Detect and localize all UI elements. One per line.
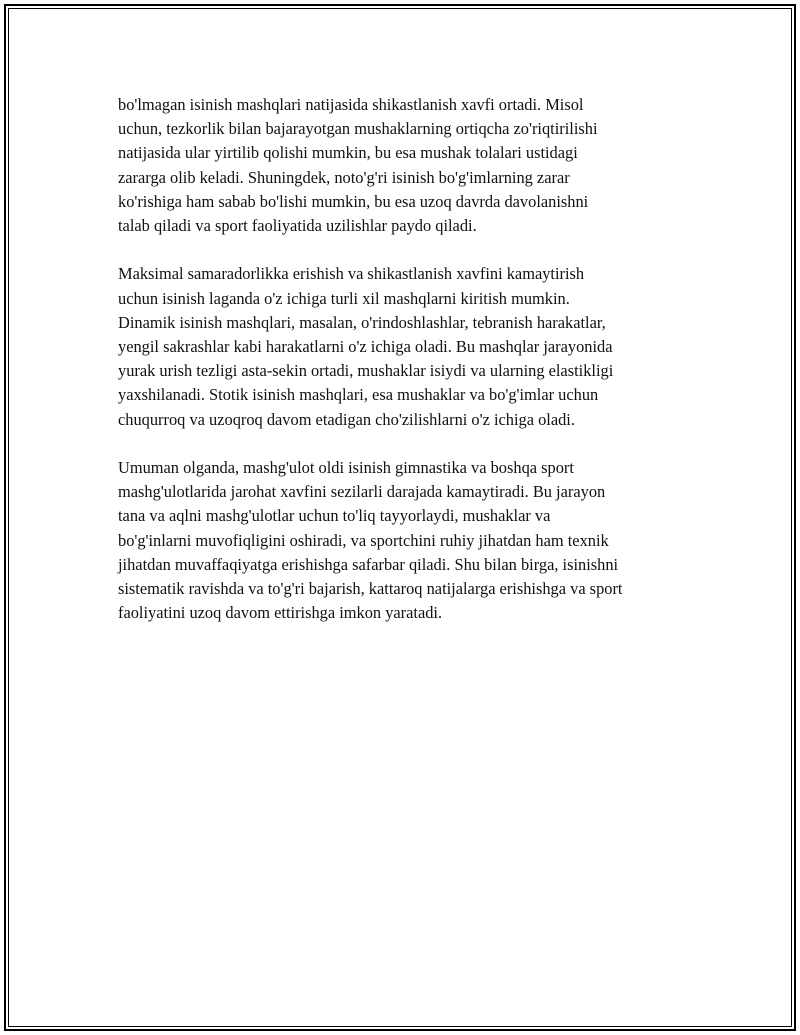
document-body (118, 93, 708, 650)
paragraph-1: bo'lmagan isinish mashqlari natijasida shikastlanish xavfi ortadi. Misol uchun, tezkorlik bilan bajarayotgan mushaklarning ortiqcha zo'riqtirilishi natijasida ular yirtilib qolishi mumkin, bu esa mushak tolalari ustidagi zararga olib keladi. Shuningdek, noto'g'ri isinish bo'g'imlarning zarar ko'rishiga ham sabab bo'lishi mumkin, bu esa uzoq davrda davolanishni talab qiladi va sport faoliyatida uzilishlar paydo qiladi. (118, 95, 598, 236)
document-page (4, 4, 796, 1031)
paragraph-2: Maksimal samaradorlikka erishish va shikastlanish xavfini kamaytirish uchun isinish laganda o'z ichiga turli xil mashqlarni kiritish mumkin. Dinamik isinish mashqlari, masalan, o'rindoshlashlar, tebranish harakatlar, yengil sakrashlar kabi harakatlarni o'z ichiga oladi. Bu mashqlar jarayonida yurak urish tezligi asta-sekin ortadi, mushaklar isiydi va ularning elastikligi yaxshilanadi. Stotik isinish mashqlari, esa mushaklar va bo'g'imlar uchun chuqurroq va uzoqroq davom etadigan cho'zilishlarni o'z ichiga oladi. (118, 264, 614, 429)
paragraph-3: Umuman olganda, mashg'ulot oldi isinish gimnastika va boshqa sport mashg'ulotlarida jarohat xavfini sezilarli darajada kamaytiradi. Bu jarayon tana va aqlni mashg'ulotlar uchun to'liq tayyorlaydi, mushaklar va bo'g'inlarni muvofiqligini oshiradi, va sportchini ruhiy jihatdan ham texnik jihatdan muvaffaqiyatga erishishga safarbar qiladi. Shu bilan birga, isinishni sistematik ravishda va to'g'ri bajarish, kattaroq natijalarga erishishga va sport faoliyatini uzoq davom ettirishga imkon yaratadi. (118, 458, 623, 623)
